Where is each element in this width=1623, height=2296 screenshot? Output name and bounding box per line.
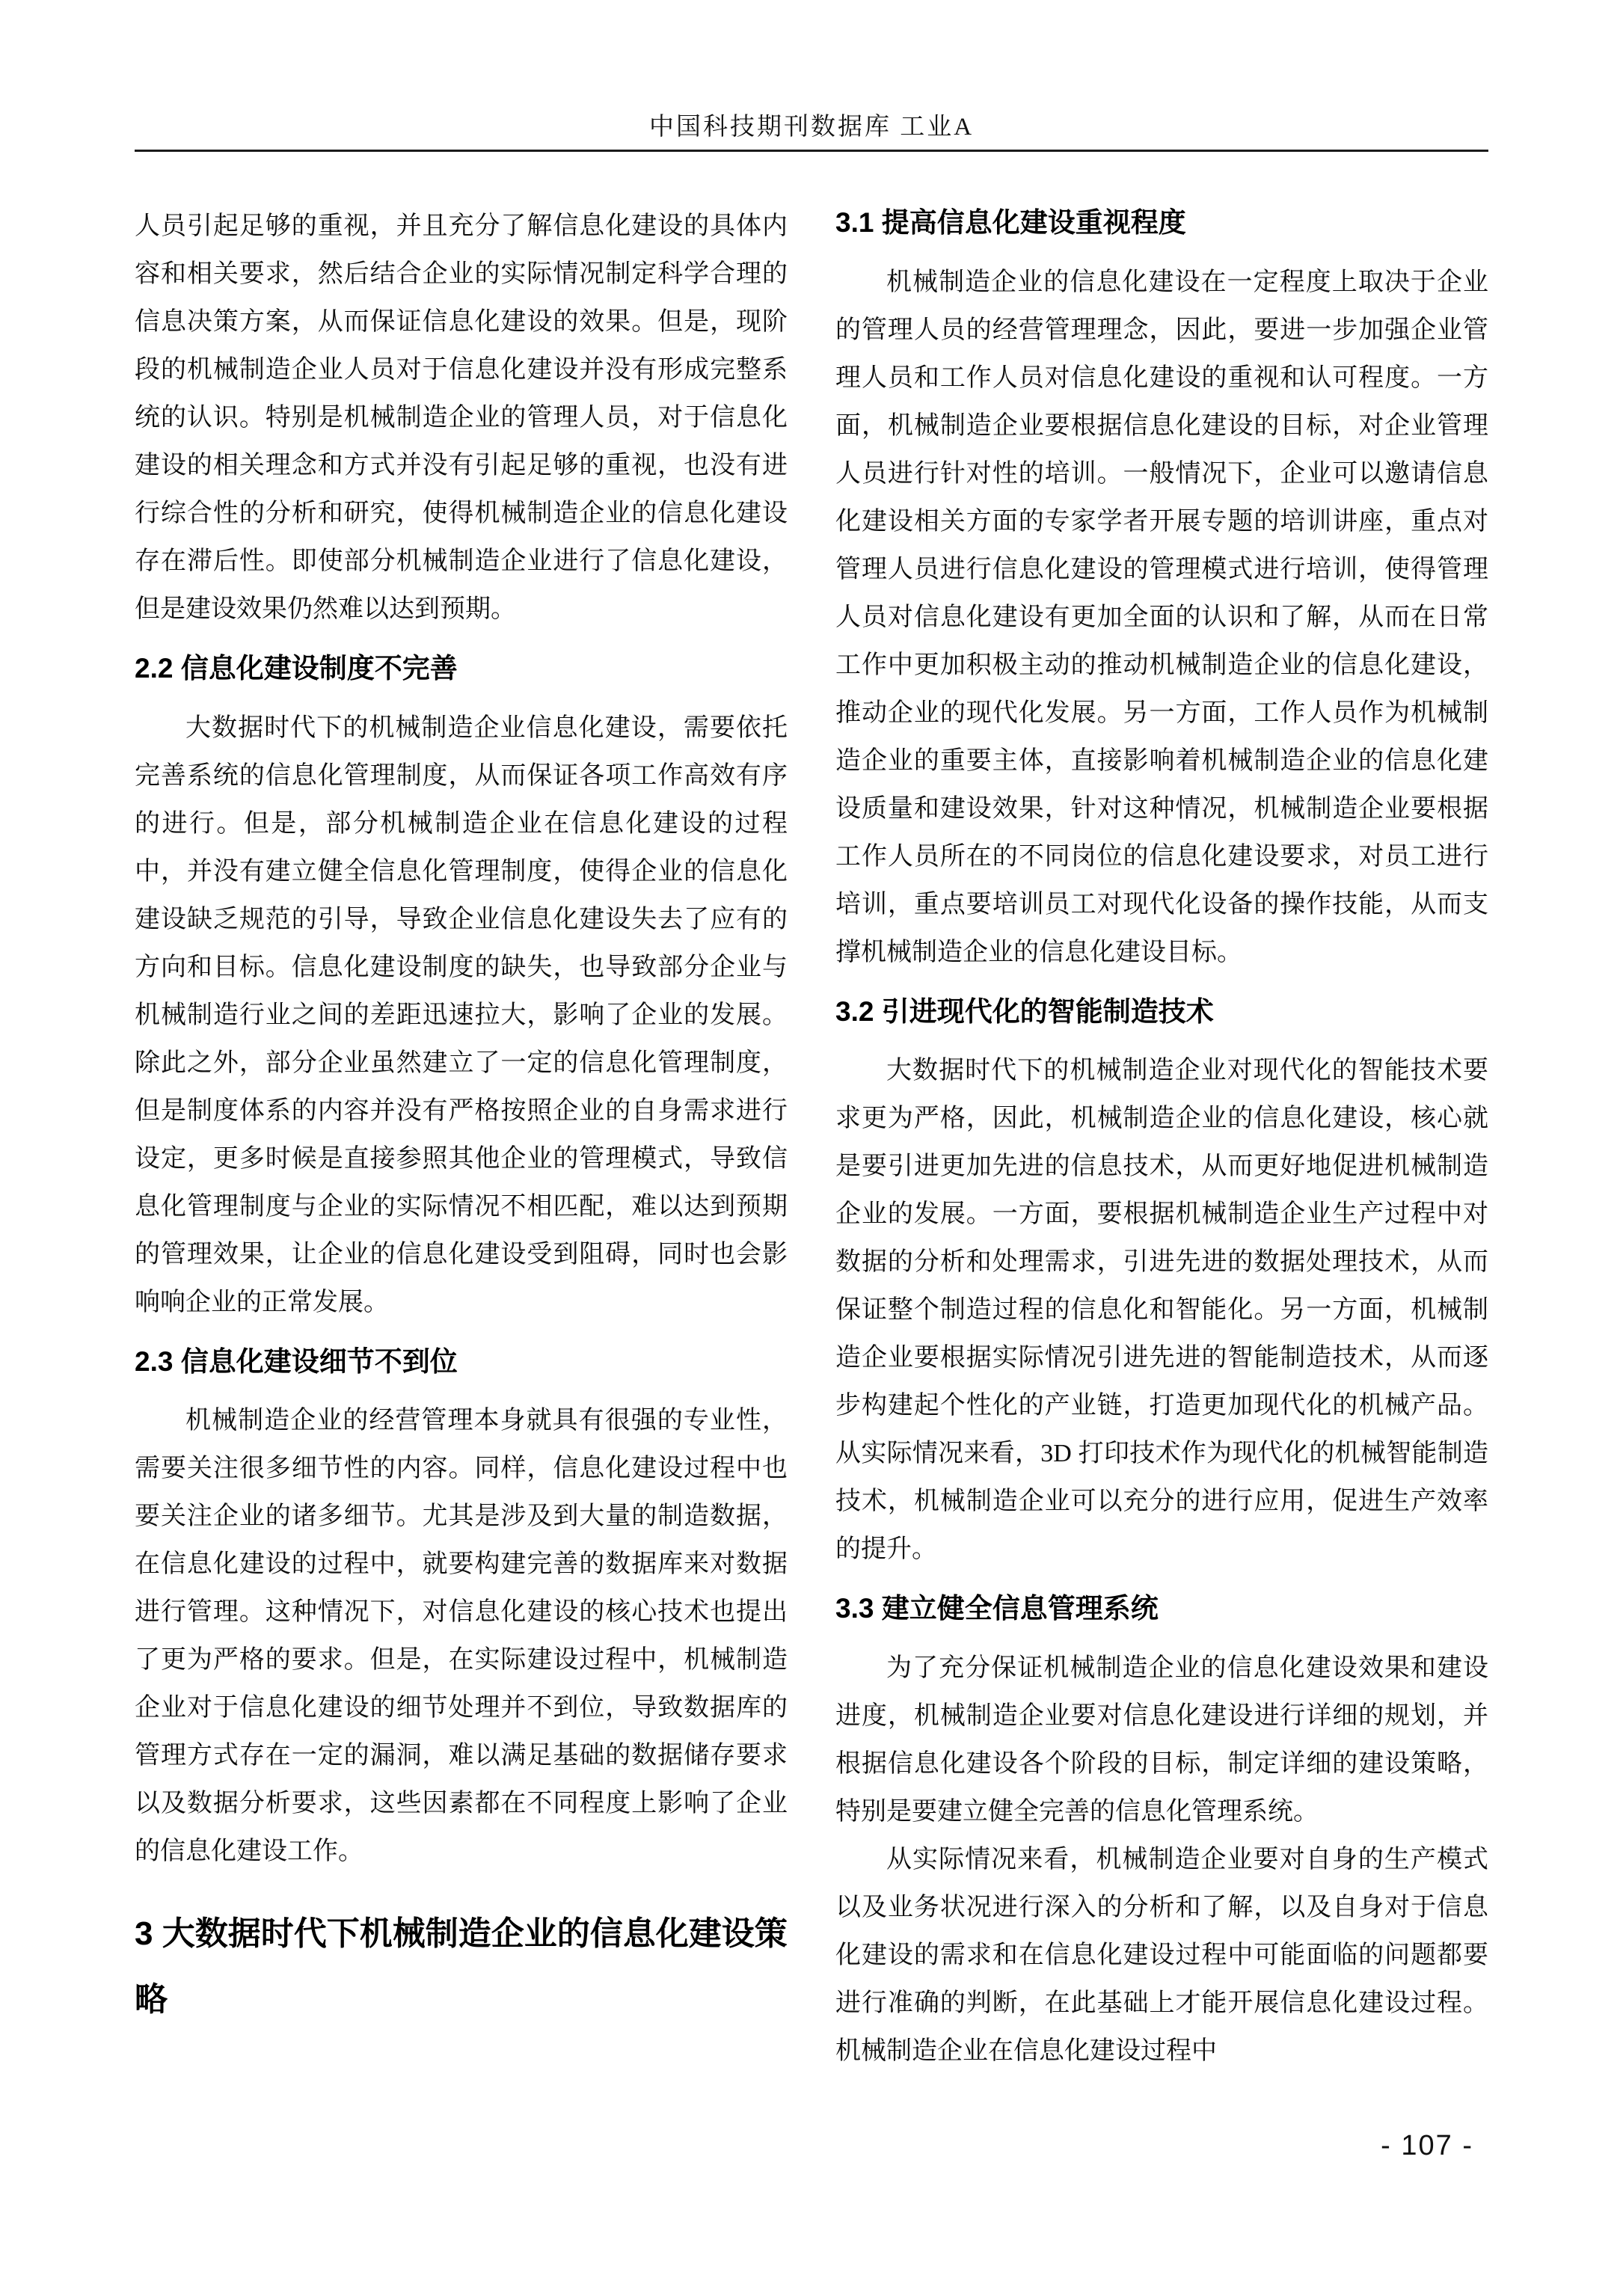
page-footer	[1381, 2130, 1473, 2162]
section-heading-3: 3 大数据时代下机械制造企业的信息化建设策略	[135, 1915, 788, 2019]
page-header	[0, 0, 1623, 152]
section-heading-2-2: 2.2 信息化建设制度不完善	[135, 653, 458, 684]
right-column	[835, 203, 1488, 2075]
paragraph: 大数据时代下的机械制造企业对现代化的智能技术要求更为严格，因此，机械制造企业的信息化建设，核心就是要引进更加先进的信息技术，从而更好地促进机械制造企业的发展。一方面，要根据机械制造企业生产过程中对数据的分析和处理需求，引进先进的数据处理技术，从而保证整个制造过程的信息化和智能化。另一方面，机械制造企业要根据实际情况引进先进的智能制造技术，从而逐步构建起个性化的产业链，打造更加现代化的机械产品。从实际情况来看，3D 打印技术作为现代化的机械智能制造技术，机械制造企业可以充分的进行应用，促进生产效率的提升。	[835, 1057, 1488, 1564]
paragraph: 机械制造企业的信息化建设在一定程度上取决于企业的管理人员的经营管理理念，因此，要进一步加强企业管理人员和工作人员对信息化建设的重视和认可程度。一方面，机械制造企业要根据信息化建设的目标，对企业管理人员进行针对性的培训。一般情况下，企业可以邀请信息化建设相关方面的专家学者开展专题的培训讲座，重点对管理人员进行信息化建设的管理模式进行培训，使得管理人员对信息化建设有更加全面的认识和了解，从而在日常工作中更加积极主动的推动机械制造企业的信息化建设，推动企业的现代化发展。另一方面，工作人员作为机械制造企业的重要主体，直接影响着机械制造企业的信息化建设质量和建设效果，针对这种情况，机械制造企业要根据工作人员所在的不同岗位的信息化建设要求，对员工进行培训，重点要培训员工对现代化设备的操作技能，从而支撑机械制造企业的信息化建设目标。	[835, 268, 1488, 966]
journal-title: 中国科技期刊数据库 工业A	[648, 114, 975, 141]
section-heading-3-1: 3.1 提高信息化建设重视程度	[835, 207, 1186, 239]
paragraph: 为了充分保证机械制造企业的信息化建设效果和建设进度，机械制造企业要对信息化建设进行详细的规划，并根据信息化建设各个阶段的目标，制定详细的建设策略，特别是要建立健全完善的信息化管理系统。	[835, 1654, 1488, 1826]
section-heading-2-3: 2.3 信息化建设细节不到位	[135, 1345, 458, 1377]
section-heading-3-3: 3.3 建立健全信息管理系统	[835, 1593, 1159, 1624]
paragraph: 大数据时代下的机械制造企业信息化建设，需要依托完善系统的信息化管理制度，从而保证各项工作高效有序的进行。但是，部分机械制造企业在信息化建设的过程中，并没有建立健全信息化管理制度，使得企业的信息化建设缺乏规范的引导，导致企业信息化建设失去了应有的方向和目标。信息化建设制度的缺失，也导致部分企业与机械制造行业之间的差距迅速拉大，影响了企业的发展。除此之外，部分企业虽然建立了一定的信息化管理制度，但是制度体系的内容并没有严格按照企业的自身需求进行设定，更多时候是直接参照其他企业的管理模式，导致信息化管理制度与企业的实际情况不相匹配，难以达到预期的管理效果，让企业的信息化建设受到阻碍，同时也会影响响企业的正常发展。	[135, 713, 788, 1316]
header-divider	[135, 150, 1488, 152]
paragraph: 人员引起足够的重视，并且充分了解信息化建设的具体内容和相关要求，然后结合企业的实际情况制定科学合理的信息决策方案，从而保证信息化建设的效果。但是，现阶段的机械制造企业人员对于信息化建设并没有形成完整系统的认识。特别是机械制造企业的管理人员，对于信息化建设的相关理念和方式并没有引起足够的重视，也没有进行综合性的分析和研究，使得机械制造企业的信息化建设存在滞后性。即使部分机械制造企业进行了信息化建设，但是建设效果仍然难以达到预期。	[135, 212, 788, 624]
paragraph: 机械制造企业的经营管理本身就具有很强的专业性，需要关注很多细节性的内容。同样，信息化建设过程中也要关注企业的诸多细节。尤其是涉及到大量的制造数据，在信息化建设的过程中，就要构建完善的数据库来对数据进行管理。这种情况下，对信息化建设的核心技术也提出了更为严格的要求。但是，在实际建设过程中，机械制造企业对于信息化建设的细节处理并不到位，导致数据库的管理方式存在一定的漏洞，难以满足基础的数据储存要求以及数据分析要求，这些因素都在不同程度上影响了企业的信息化建设工作。	[135, 1407, 788, 1866]
section-heading-3-2: 3.2 引进现代化的智能制造技术	[835, 995, 1214, 1027]
two-column-body	[135, 203, 1488, 2075]
left-column	[135, 203, 788, 2075]
page-number: - 107 -	[1381, 2130, 1473, 2161]
paragraph: 从实际情况来看，机械制造企业要对自身的生产模式以及业务状况进行深入的分析和了解，以及自身对于信息化建设的需求和在信息化建设过程中可能面临的问题都要进行准确的判断，在此基础上才能开展信息化建设过程。机械制造企业在信息化建设过程中	[835, 1845, 1488, 2065]
